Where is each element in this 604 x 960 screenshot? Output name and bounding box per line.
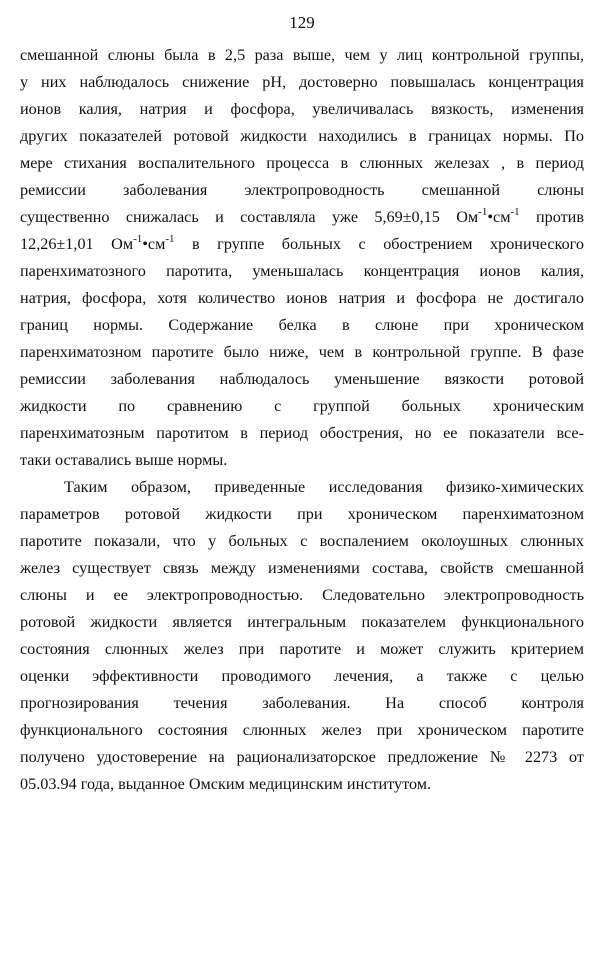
- text-line: ремиссии заболевания наблюдалось уменьшение вязкости ротовой: [20, 370, 584, 388]
- text-line: параметров ротовой жидкости при хроническом паренхиматозном: [20, 505, 584, 523]
- text-line: ротовой жидкости является интегральным показателем функционального: [20, 613, 584, 631]
- paragraph-1: [20, 42, 584, 474]
- text-line: жидкости по сравнению с группой больных хроническим: [20, 397, 584, 415]
- text-line: у них наблюдалось снижение pH, достоверно повышалась концентрация: [20, 73, 584, 91]
- page-number: 129: [289, 13, 315, 32]
- text-line: функционального состояния слюнных желез при хроническом паротите: [20, 721, 584, 739]
- text-line: паренхиматозном паротите было ниже, чем в контрольной группе. В фазе: [20, 343, 584, 361]
- text-line: паротите показали, что у больных с воспалением околоушных слюнных: [20, 532, 584, 550]
- document-body: [20, 42, 584, 798]
- text-line: ионов калия, натрия и фосфора, увеличивалась вязкость, изменения: [20, 100, 584, 118]
- text-line: 05.03.94 года, выданное Омским медицинским институтом.: [20, 775, 432, 793]
- superscript: -1: [133, 233, 143, 245]
- superscript: -1: [478, 206, 488, 218]
- text-line: желез существует связь между изменениями состава, свойств смешанной: [20, 559, 584, 577]
- text-line: паренхиматозного паротита, уменьшалась концентрация ионов калия,: [20, 262, 584, 280]
- text-line: смешанной слюны была в 2,5 раза выше, чем у лиц контрольной группы,: [20, 46, 584, 64]
- text-line: границ нормы. Содержание белка в слюне при хроническом: [20, 316, 584, 334]
- text-line: паренхиматозным паротитом в период обострения, но ее показатели все-: [20, 424, 584, 442]
- text-line: мере стихания воспалительного процесса в слюнных железах , в период: [20, 154, 584, 172]
- text-line: Таким образом, приведенные исследования физико-химических: [64, 478, 584, 496]
- text-line: состояния слюнных желез при паротите и может служить критерием: [20, 640, 584, 658]
- inline-text: против: [519, 208, 584, 226]
- text-line: таки оставались выше нормы.: [20, 451, 228, 469]
- text-line: получено удостоверение на рационализаторское предложение № 2273 от: [20, 748, 584, 766]
- text-line: других показателей ротовой жидкости находились в границах нормы. По: [20, 127, 584, 145]
- inline-text: •см: [487, 208, 511, 226]
- superscript: -1: [165, 233, 175, 245]
- text-line: прогнозирования течения заболевания. На способ контроля: [20, 694, 584, 712]
- text-line: ремиссии заболевания электропроводность смешанной слюны: [20, 181, 584, 199]
- superscript: -1: [510, 206, 520, 218]
- paragraph-2: [20, 474, 584, 798]
- inline-text: •см: [142, 235, 166, 253]
- text-line: натрия, фосфора, хотя количество ионов натрия и фосфора не достигало: [20, 289, 584, 307]
- inline-text: 12,26±1,01 Ом: [20, 235, 134, 253]
- inline-text: существенно снижалась и составляла уже 5,69±0,15 Ом: [20, 208, 479, 226]
- text-line: слюны и ее электропроводностью. Следовательно электропроводность: [20, 586, 584, 604]
- text-line: оценки эффективности проводимого лечения, а также с целью: [20, 667, 584, 685]
- inline-text: в группе больных с обострением хронического: [174, 235, 584, 253]
- text-line-with-superscripts: [20, 231, 584, 258]
- text-line-with-superscripts: [20, 204, 584, 231]
